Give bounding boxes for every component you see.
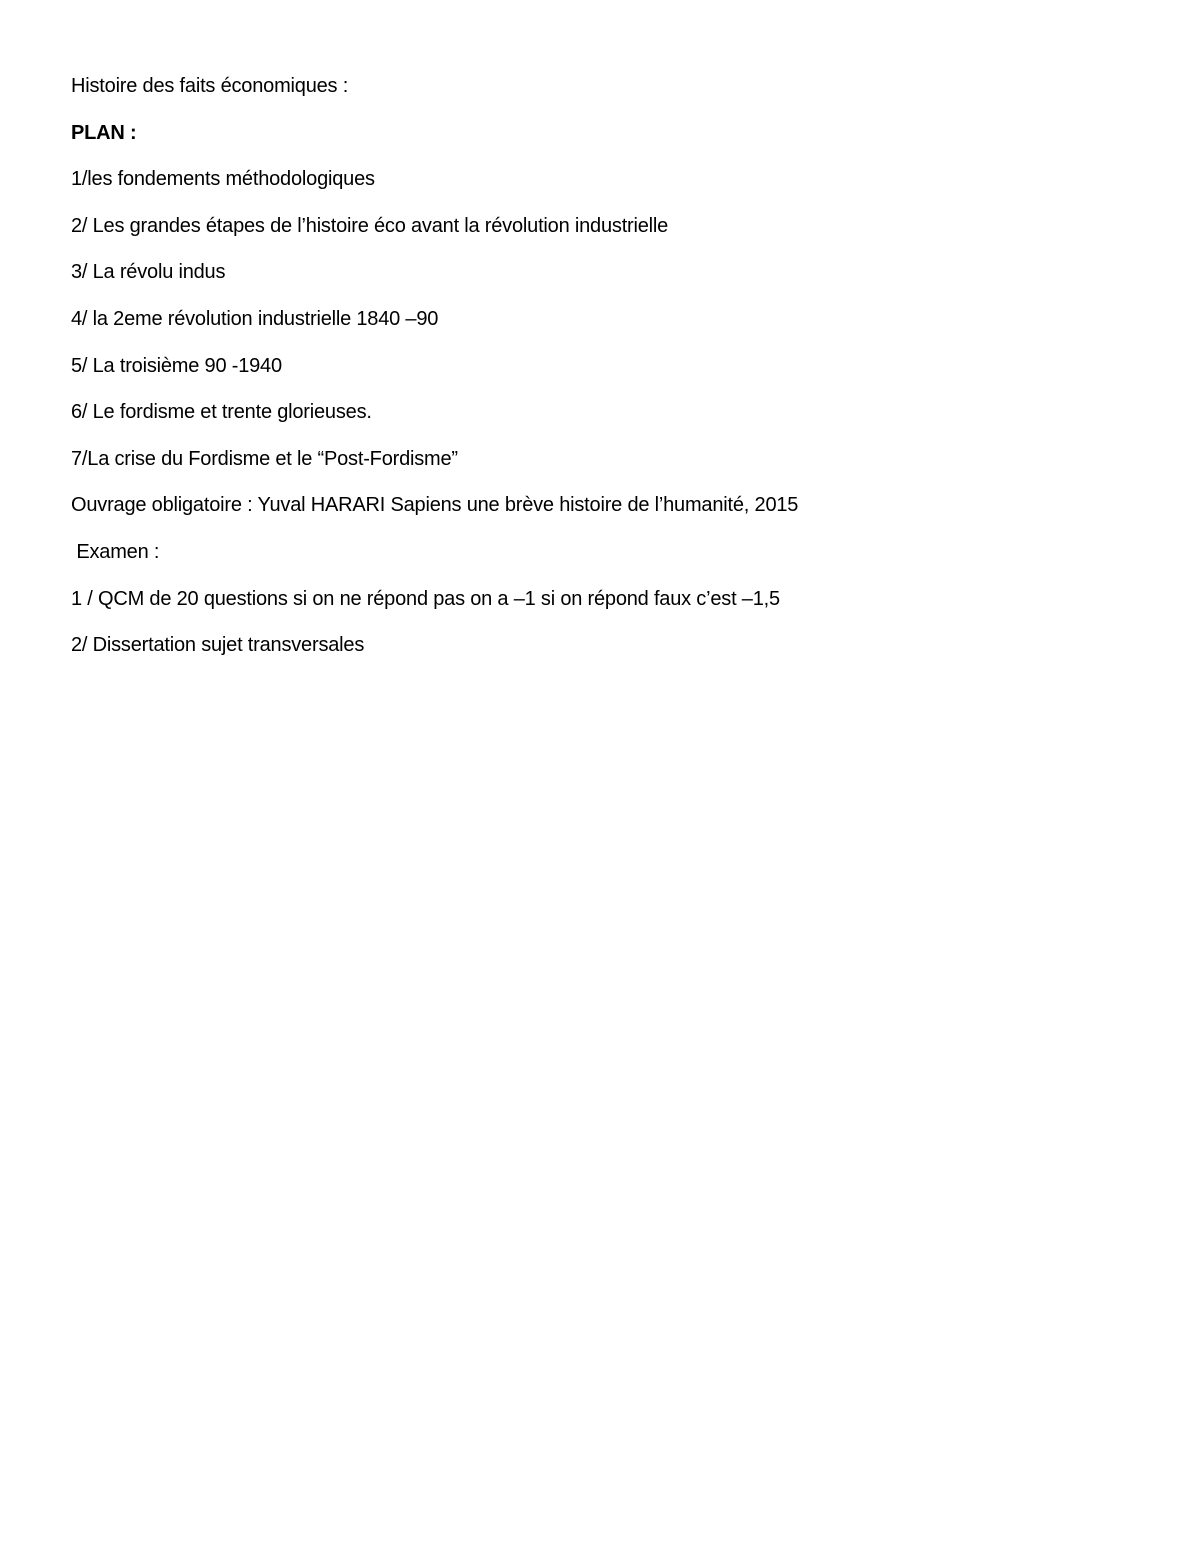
exam-heading: Examen :	[71, 540, 160, 563]
plan-item-2: 2/ Les grandes étapes de l’histoire éco avant la révolution industrielle	[71, 214, 669, 237]
plan-heading: PLAN :	[71, 121, 137, 144]
plan-item-6: 6/ Le fordisme et trente glorieuses.	[71, 401, 372, 424]
required-book: Ouvrage obligatoire : Yuval HARARI Sapiens une brève histoire de l’humanité, 2015	[71, 494, 799, 517]
plan-item-3: 3/ La révolu indus	[71, 261, 226, 284]
document-title: Histoire des faits économiques :	[71, 75, 349, 97]
plan-item-4: 4/ la 2eme révolution industrielle 1840 –90	[71, 307, 439, 330]
document-body	[71, 72, 1131, 678]
plan-item-7: 7/La crise du Fordisme et le “Post-Fordisme”	[71, 447, 458, 470]
plan-item-5: 5/ La troisième 90 -1940	[71, 354, 282, 377]
exam-item-2: 2/ Dissertation sujet transversales	[71, 634, 365, 657]
plan-item-1: 1/les fondements méthodologiques	[71, 168, 375, 191]
exam-item-1: 1 / QCM de 20 questions si on ne répond pas on a –1 si on répond faux c’est –1,5	[71, 587, 780, 610]
